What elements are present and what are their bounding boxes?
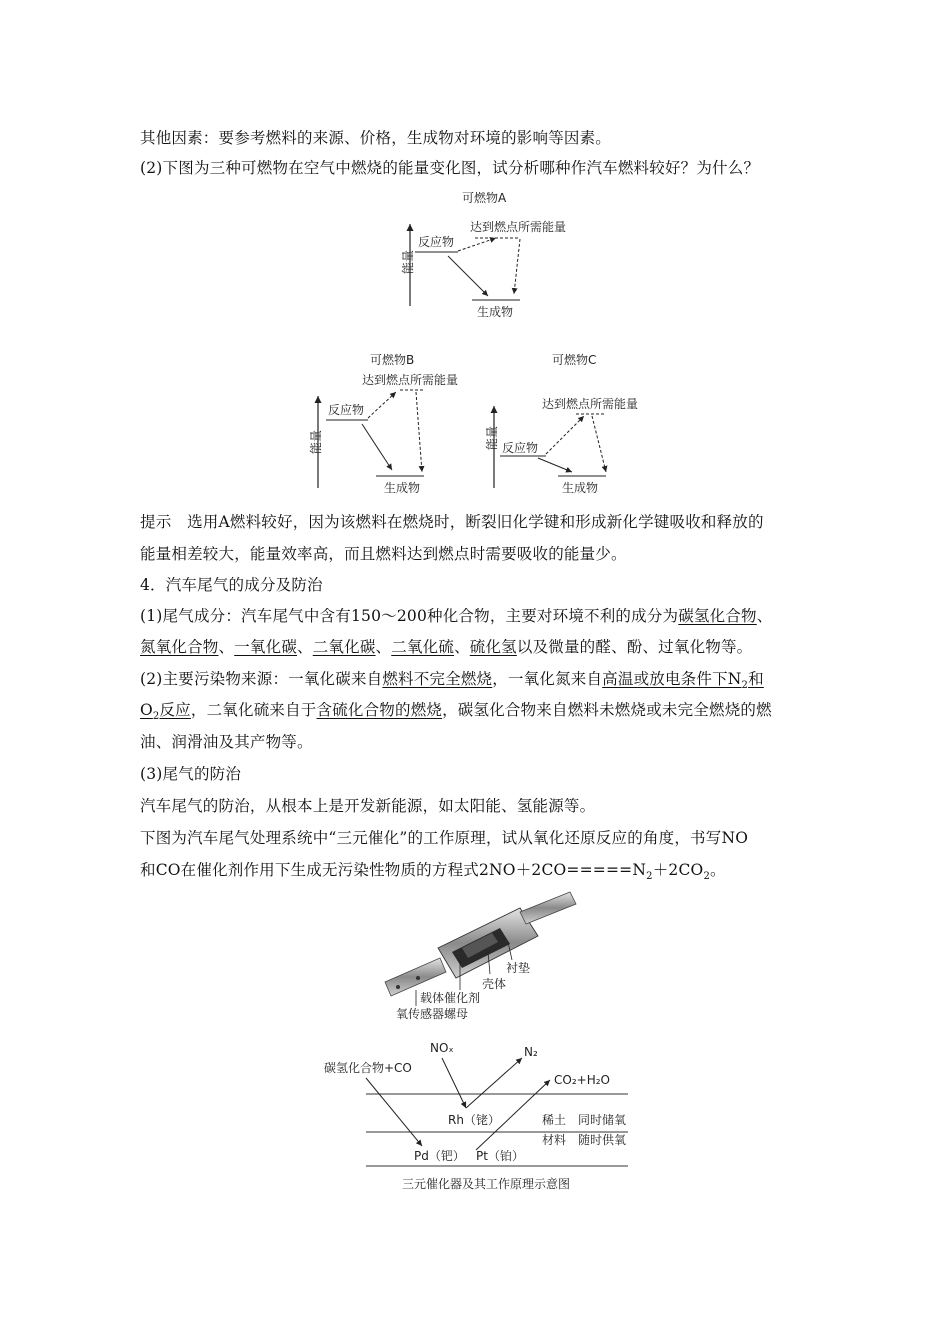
label-shell: 壳体 [482,977,507,991]
text: 和 [748,670,764,688]
diagram-a-ylabel: 能量 [401,249,415,274]
text: 和CO在催化剂作用下生成无污染性物质的方程式2NO＋2CO=====N [140,861,647,879]
answer-co: 一氧化碳 [234,638,298,656]
subscript: 2 [152,711,160,723]
answer-nitrogen-oxides: 氮氧化合物 [140,638,219,656]
answer-so2: 二氧化硫 [391,638,455,656]
answer-h2s: 硫化氢 [469,638,517,656]
diagram-c-product: 生成物 [562,481,599,495]
text: ，一氧化氮来自 [492,670,603,688]
catalyst-question-line-2 [140,860,726,887]
label-rare-earth-2: 材料 [542,1133,567,1147]
hint-line-1: 提示 选用A燃料较好，因为该燃料在燃烧时，断裂旧化学键和形成新化学键吸收和释放的 [140,513,764,531]
diagram-a-title: 可燃物A [462,191,507,205]
hint-line-2: 能量相差较大，能量效率高，而且燃料达到燃点时需要吸收的能量少。 [140,545,627,563]
diagram-a-product: 生成物 [477,305,514,319]
label-hc-co: 碳氢化合物+CO [324,1061,412,1075]
text: 高温或放电条件下N [602,670,742,688]
paragraph-other-factors: 其他因素：要参考燃料的来源、价格，生成物对环境的影响等因素。 [140,129,612,147]
catalyst-question-line-1: 下图为汽车尾气处理系统中“三元催化”的工作原理，试从氧化还原反应的角度，书写NO [140,829,749,847]
diagram-c-title: 可燃物C [552,353,597,367]
label-n2: N₂ [524,1045,538,1059]
catalytic-converter-illustration [380,890,580,1030]
label-store-oxygen: 同时储氧 [578,1113,627,1127]
label-nox: NOₓ [430,1041,454,1055]
diagram-b-reactant: 反应物 [328,403,365,417]
pollutant-source-line-3: 油、润滑油及其产物等。 [140,733,313,751]
label-co2-h2o: CO₂+H₂O [554,1073,610,1087]
question-2: (2)下图为三种可燃物在空气中燃烧的能量变化图，试分析哪种作汽车燃料较好？为什么？ [140,159,760,177]
energy-diagram-b [292,348,472,498]
energy-diagram-a [380,186,600,326]
text: 。 [710,861,726,879]
pollutant-source-line-2 [140,700,772,727]
text: (1)尾气成分：汽车尾气中含有150～200种化合物，主要对环境不利的成分为 [140,607,679,625]
text: 、 [454,638,470,656]
label-pd: Pd（钯） [414,1149,465,1163]
label-oxygen-sensor-nut: 氧传感器螺母 [396,1007,469,1021]
diagram-b-ignite: 达到燃点所需能量 [362,373,459,387]
diagram-c-reactant: 反应物 [502,441,539,455]
text: 、 [756,607,773,625]
label-rh: Rh（铑） [448,1113,500,1127]
answer-co2: 二氧化碳 [312,638,376,656]
text: (2)主要污染物来源：一氧化碳来自 [140,670,383,688]
text: O [140,701,153,719]
subscript: 2 [703,871,710,883]
label-supply-oxygen: 随时供氧 [578,1133,627,1147]
text: ＋2CO [652,861,704,879]
text: 、 [375,638,392,656]
exhaust-pipe-outlet [520,892,576,924]
answer-o2-reaction [140,701,191,723]
text: 反应 [159,701,191,719]
figure-caption: 三元催化器及其工作原理示意图 [402,1177,571,1191]
exhaust-components-line-1 [140,606,772,626]
diagram-b-product: 生成物 [384,481,421,495]
subscript: 2 [741,680,749,692]
answer-hydrocarbons: 碳氢化合物 [678,607,757,625]
text: ，二氧化硫来自于 [190,701,317,719]
diagram-b-ylabel: 能量 [309,429,323,454]
energy-diagram-c [474,348,674,498]
text: 、 [218,638,235,656]
answer-high-temp [602,670,764,692]
label-rare-earth-1: 稀土 [542,1113,567,1127]
label-carrier-catalyst: 载体催化剂 [420,991,481,1005]
diagram-a-reactant: 反应物 [418,235,455,249]
label-lining: 衬垫 [506,961,531,975]
prevention-heading: (3)尾气的防治 [140,765,242,783]
pollutant-source-line-1 [140,669,764,696]
answer-incomplete-combustion: 燃料不完全燃烧 [382,670,493,688]
section-4-heading: 4．汽车尾气的成分及防治 [140,576,323,594]
prevention-text: 汽车尾气的防治，从根本上是开发新能源，如太阳能、氢能源等。 [140,797,596,815]
diagram-c-ignite: 达到燃点所需能量 [542,397,639,411]
answer-sulfur-compounds: 含硫化合物的燃烧 [316,701,443,719]
exhaust-components-line-2 [140,637,752,657]
diagram-c-ylabel: 能量 [485,425,499,450]
diagram-a-ignite: 达到燃点所需能量 [470,220,567,234]
text: 以及微量的醛、酚、过氧化物等。 [516,638,753,656]
label-pt: Pt（铂） [476,1149,524,1163]
subscript: 2 [646,871,653,883]
three-way-catalyst-principle [310,1036,640,1196]
text: 、 [297,638,313,656]
text: ，碳氢化合物来自燃料未燃烧或未完全燃烧的燃 [442,701,772,719]
diagram-b-title: 可燃物B [370,353,415,367]
